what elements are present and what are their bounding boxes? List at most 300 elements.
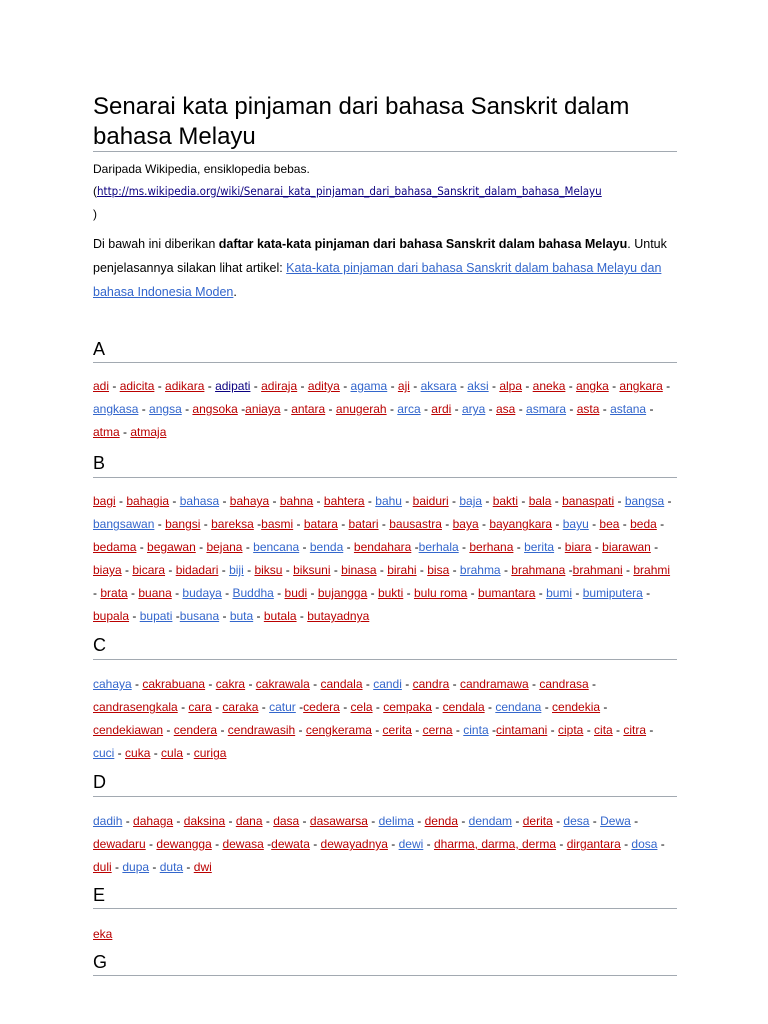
section-divider-c [93,659,677,660]
word-link[interactable]: bumi [546,586,573,600]
word-link[interactable]: butayadnya [307,609,370,623]
word-separator: - [262,814,274,828]
word-list-d [93,810,677,879]
word-separator: - [572,586,583,600]
word-link[interactable]: bayangkara [489,517,553,531]
word-link[interactable]: dewasa [222,837,264,851]
word-link[interactable]: bea [599,517,620,531]
word-link[interactable]: cuka [125,746,151,760]
word-link[interactable]: begawan [147,540,196,554]
word-separator: - [456,379,468,393]
section-heading-b: B [93,453,106,473]
word-link[interactable]: bahtera [323,494,365,508]
word-separator: - [200,517,212,531]
word-link[interactable]: bangsi [165,517,201,531]
word-link[interactable]: asmara [526,402,567,416]
word-link[interactable]: bareksa [211,517,254,531]
word-link[interactable]: bangsawan [93,517,155,531]
word-link[interactable]: bendahara [353,540,412,554]
word-separator: - [541,700,553,714]
word-separator: - [163,723,174,737]
word-link[interactable]: asa [496,402,516,416]
word-link[interactable]: bahu [375,494,402,508]
word-link[interactable]: cendekiawan [93,723,164,737]
word-link[interactable]: antara [291,402,326,416]
word-link[interactable]: biksu [254,563,283,577]
word-separator: - [642,586,651,600]
word-link[interactable]: denda [424,814,458,828]
word-separator: - [664,494,672,508]
word-link[interactable]: cengkerama [305,723,372,737]
word-link[interactable]: angsa [149,402,182,416]
word-link[interactable]: cendana [495,700,542,714]
word-link[interactable]: biarawan [602,540,651,554]
word-separator: - [325,402,336,416]
section-divider-d [93,796,677,797]
word-separator: - [515,402,527,416]
word-link[interactable]: duta [159,860,184,874]
word-separator: - [552,814,564,828]
word-link[interactable]: bahasa [179,494,220,508]
word-separator: - [282,563,294,577]
word-link[interactable]: berhala [418,540,459,554]
word-link[interactable]: aksara [420,379,457,393]
word-separator: - [109,379,120,393]
word-link[interactable]: cakra [215,677,246,691]
word-link[interactable]: Buddha [232,586,274,600]
word-separator: - [612,723,624,737]
word-link[interactable]: cendrawasih [227,723,296,737]
word-separator: - [535,586,547,600]
word-link[interactable]: desa [563,814,590,828]
word-link[interactable]: adi [93,379,110,393]
word-separator: - [242,540,254,554]
word-separator: - [401,677,413,691]
word-separator: - [93,586,101,600]
word-link[interactable]: Dewa [600,814,631,828]
word-link[interactable]: angka [576,379,609,393]
word-separator: - [177,700,189,714]
word-link[interactable]: citra [623,723,647,737]
word-separator: - [662,379,671,393]
word-link[interactable]: brahmana [511,563,566,577]
word-separator: - [136,540,148,554]
word-separator: - [263,837,272,851]
word-separator: - [169,494,180,508]
word-separator: - [217,723,228,737]
word-link[interactable]: biksuni [293,563,331,577]
word-separator: - [111,860,123,874]
word-link[interactable]: brahmi [633,563,671,577]
word-link[interactable]: aksi [467,379,489,393]
word-link[interactable]: basmi [261,517,294,531]
word-link[interactable]: buana [138,586,172,600]
word-link[interactable]: dirgantara [566,837,621,851]
word-link[interactable]: cendekia [552,700,601,714]
word-separator: - [565,379,577,393]
word-separator: - [245,677,256,691]
word-link[interactable]: cempaka [383,700,432,714]
word-list-a [93,375,677,444]
word-separator: - [296,609,308,623]
word-separator: - [448,494,460,508]
word-separator: - [204,379,216,393]
word-link[interactable]: adiraja [261,379,298,393]
word-link[interactable]: dendam [468,814,513,828]
word-separator: - [131,677,143,691]
word-link[interactable]: bala [528,494,552,508]
word-link[interactable]: atmaja [130,425,167,439]
word-link[interactable]: budi [284,586,308,600]
word-link[interactable]: dupa [122,860,150,874]
site-subtitle: Daripada Wikipedia, ensiklopedia bebas. [93,162,310,176]
word-separator: - [211,700,223,714]
word-separator: - [145,837,157,851]
word-link[interactable]: astana [610,402,647,416]
word-link[interactable]: delima [378,814,414,828]
word-link[interactable]: angkasa [93,402,139,416]
word-separator: - [362,677,374,691]
word-separator: - [528,677,540,691]
word-separator: - [588,677,597,691]
word-link[interactable]: aditya [307,379,340,393]
word-link[interactable]: batari [348,517,379,531]
word-link[interactable]: angkara [619,379,663,393]
word-link[interactable]: cahaya [93,677,132,691]
word-link[interactable]: candi [373,677,402,691]
word-link[interactable]: atma [93,425,120,439]
word-link[interactable]: bupati [139,609,173,623]
word-link[interactable]: candra [412,677,450,691]
word-link[interactable]: batara [303,517,338,531]
word-separator: - [378,517,390,531]
word-link[interactable]: bulu roma [413,586,468,600]
word-link[interactable]: bagi [93,494,116,508]
word-separator: - [371,723,383,737]
word-separator: - [181,402,193,416]
word-separator: - [299,540,310,554]
word-link[interactable]: dasawarsa [309,814,368,828]
word-link[interactable]: angsoka [192,402,238,416]
word-separator: - [280,402,292,416]
word-link[interactable]: brahma [459,563,501,577]
word-link[interactable]: bisa [427,563,450,577]
word-separator: - [485,402,496,416]
word-separator: - [299,814,310,828]
section-heading-d: D [93,772,106,792]
word-link[interactable]: dadih [93,814,123,828]
word-link[interactable]: adicita [119,379,155,393]
word-separator: - [138,402,150,416]
word-link[interactable]: busana [179,609,220,623]
word-link[interactable]: biara [564,540,592,554]
word-separator: - [339,379,351,393]
word-separator: - [219,609,230,623]
source-open-paren: ( [93,184,97,198]
word-link[interactable]: banaspati [562,494,615,508]
word-separator: - [337,517,349,531]
word-separator: - [500,563,512,577]
word-link[interactable]: cita [594,723,613,737]
word-link[interactable]: cinta [463,723,489,737]
word-link[interactable]: baja [459,494,483,508]
intro-text-1: Di bawah ini diberikan [93,237,219,251]
word-separator: - [518,494,529,508]
word-separator: - [376,563,388,577]
word-separator: - [150,746,162,760]
word-separator: - [149,860,160,874]
word-link[interactable]: bumiputera [582,586,643,600]
word-link[interactable]: adikara [165,379,205,393]
source-close-paren: ) [93,207,97,221]
word-separator: - [367,814,379,828]
word-link[interactable]: aneka [532,379,566,393]
word-link[interactable]: derita [522,814,553,828]
word-link[interactable]: aji [397,379,410,393]
word-link[interactable]: bejana [206,540,243,554]
word-separator: - [423,837,434,851]
word-separator: - [656,517,665,531]
word-link[interactable]: dana [235,814,263,828]
word-link[interactable]: berita [524,540,555,554]
word-link[interactable]: bangsa [624,494,665,508]
word-link[interactable]: cerita [382,723,412,737]
word-separator: - [600,700,608,714]
word-separator: - [409,379,421,393]
word-link[interactable]: bakti [492,494,519,508]
section-divider-a [93,362,677,363]
word-link[interactable]: bausastra [389,517,442,531]
word-link[interactable]: beda [630,517,657,531]
word-separator: - [127,586,139,600]
word-separator: - [452,723,464,737]
word-link[interactable]: dewata [271,837,310,851]
word-separator: - [297,379,308,393]
word-link[interactable]: candala [320,677,363,691]
section-divider-e [93,908,677,909]
word-link[interactable]: berhana [469,540,514,554]
word-separator: - [219,494,230,508]
word-separator: - [165,563,176,577]
source-url-link[interactable]: http://ms.wikipedia.org/wiki/Senarai_kata_pinjaman_dari_bahasa_Sanskrit_dalam_bahasa_Melayu [97,184,602,198]
page-title: Senarai kata pinjaman dari bahasa Sanskrit dalam bahasa Melayu [93,93,630,150]
word-separator: - [293,517,304,531]
word-link[interactable]: bicara [132,563,166,577]
word-separator: - [441,517,453,531]
word-link[interactable]: cakrawala [255,677,310,691]
word-separator: - [588,517,600,531]
section-heading-a: A [93,339,106,359]
word-link[interactable]: aniaya [245,402,281,416]
word-link[interactable]: bupala [93,609,130,623]
word-separator: - [211,837,223,851]
word-separator: - [172,609,180,623]
word-separator: - [364,494,376,508]
word-link[interactable]: candrasengkala [93,700,178,714]
word-separator: - [273,586,285,600]
word-separator: - [387,837,399,851]
word-separator: - [372,700,384,714]
word-separator: - [119,425,131,439]
word-link[interactable]: dasa [273,814,300,828]
word-separator: - [449,563,460,577]
word-separator: - [589,814,601,828]
word-separator: - [650,540,659,554]
word-link[interactable]: brahmani [572,563,623,577]
word-link[interactable]: dewi [398,837,424,851]
word-separator: - [401,494,413,508]
word-list-b [93,490,677,628]
word-separator: - [309,677,321,691]
word-separator: - [583,723,595,737]
word-link[interactable]: cintamani [495,723,548,737]
word-separator: - [237,402,246,416]
word-link[interactable]: adipati [215,379,251,393]
word-link[interactable]: candramawa [459,677,529,691]
intro-text-3: . [233,285,237,299]
word-link[interactable]: bahagia [126,494,170,508]
word-link[interactable]: daksina [183,814,226,828]
word-separator: - [269,494,280,508]
word-link[interactable]: asta [576,402,600,416]
word-link[interactable]: biaya [93,563,122,577]
section-heading-e: E [93,885,106,905]
word-separator: - [614,494,625,508]
word-link[interactable]: cakrabuana [142,677,206,691]
section-heading-g: G [93,952,108,972]
word-separator: - [250,379,262,393]
word-link[interactable]: baiduri [412,494,449,508]
word-link[interactable]: biji [229,563,244,577]
word-separator: - [458,814,469,828]
word-separator: - [183,746,194,760]
word-separator: - [622,563,634,577]
word-separator: - [129,609,140,623]
word-link[interactable]: butala [263,609,297,623]
word-link[interactable]: dosa [631,837,658,851]
word-link[interactable]: cara [188,700,212,714]
word-link[interactable]: catur [269,700,296,714]
word-link[interactable]: bidadari [175,563,219,577]
word-separator: - [646,402,654,416]
word-link[interactable]: duli [93,860,112,874]
word-separator: - [512,814,523,828]
word-link[interactable]: anugerah [335,402,387,416]
word-separator: - [115,494,127,508]
word-separator: - [411,723,423,737]
word-link[interactable]: baya [452,517,479,531]
word-separator: - [154,379,166,393]
word-link[interactable]: cela [350,700,373,714]
word-link[interactable]: binasa [341,563,377,577]
word-separator: - [367,586,378,600]
word-link[interactable]: curiga [193,746,227,760]
word-link[interactable]: eka [93,927,113,941]
word-separator: - [330,563,342,577]
word-link[interactable]: bukti [377,586,404,600]
word-link[interactable]: dahaga [133,814,174,828]
word-separator: - [121,563,133,577]
word-separator: - [225,814,236,828]
word-link[interactable]: dewayadnya [320,837,388,851]
word-link[interactable]: bayu [562,517,589,531]
word-link[interactable]: caraka [222,700,259,714]
word-link[interactable]: candrasa [539,677,589,691]
word-separator: - [413,814,425,828]
word-link[interactable]: birahi [387,563,417,577]
word-separator: - [630,814,639,828]
word-separator: - [599,402,611,416]
word-link[interactable]: alpa [499,379,522,393]
word-link[interactable]: brata [100,586,128,600]
word-separator: - [386,402,398,416]
word-separator: - [556,837,567,851]
word-link[interactable]: cula [161,746,184,760]
word-link[interactable]: bahna [279,494,314,508]
word-separator: - [253,609,264,623]
word-link[interactable]: dharma, darma, derma [433,837,557,851]
word-separator: - [565,563,573,577]
word-link[interactable]: cipta [558,723,584,737]
word-separator: - [173,814,184,828]
word-link[interactable]: cuci [93,746,115,760]
word-link[interactable]: dewangga [156,837,212,851]
word-link[interactable]: arca [397,402,421,416]
word-link[interactable]: budaya [182,586,222,600]
word-separator: - [309,837,321,851]
word-separator: - [566,402,577,416]
word-link[interactable]: bencana [253,540,300,554]
word-separator: - [183,860,194,874]
word-link[interactable]: arya [461,402,486,416]
word-separator: - [218,563,230,577]
word-separator: - [551,494,563,508]
word-separator: - [646,723,654,737]
word-separator: - [171,586,183,600]
word-link[interactable]: ardi [431,402,452,416]
word-link[interactable]: cedera [303,700,340,714]
word-separator: - [467,586,479,600]
word-separator: - [122,814,134,828]
word-link[interactable]: benda [309,540,344,554]
source-line [93,183,602,199]
intro-article-link[interactable]: Kata-kata pinjaman dari bahasa Sanskrit dalam bahasa Melayu dan bahasa Indonesia Moden [93,261,662,299]
word-link[interactable]: agama [350,379,388,393]
word-separator: - [451,402,462,416]
intro-paragraph [93,232,677,304]
word-link[interactable]: buta [229,609,254,623]
intro-text-2: . Untuk penjelasannya silakan lihat artikel: [93,237,667,275]
word-link[interactable]: cendera [173,723,218,737]
word-separator: - [253,517,262,531]
word-list-c [93,673,677,765]
section-heading-c: C [93,635,106,655]
word-link[interactable]: dwi [193,860,212,874]
word-link[interactable]: cerna [422,723,453,737]
word-link[interactable]: cendala [442,700,485,714]
word-link[interactable]: bumantara [478,586,536,600]
word-separator: - [547,723,558,737]
word-link[interactable]: dewadaru [93,837,146,851]
word-separator: - [387,379,398,393]
word-separator: - [619,517,631,531]
word-link[interactable]: bujangga [317,586,368,600]
word-link[interactable]: bedama [93,540,137,554]
word-link[interactable]: bahaya [229,494,270,508]
word-separator: - [522,379,533,393]
word-separator: - [488,723,496,737]
word-separator: - [258,700,270,714]
